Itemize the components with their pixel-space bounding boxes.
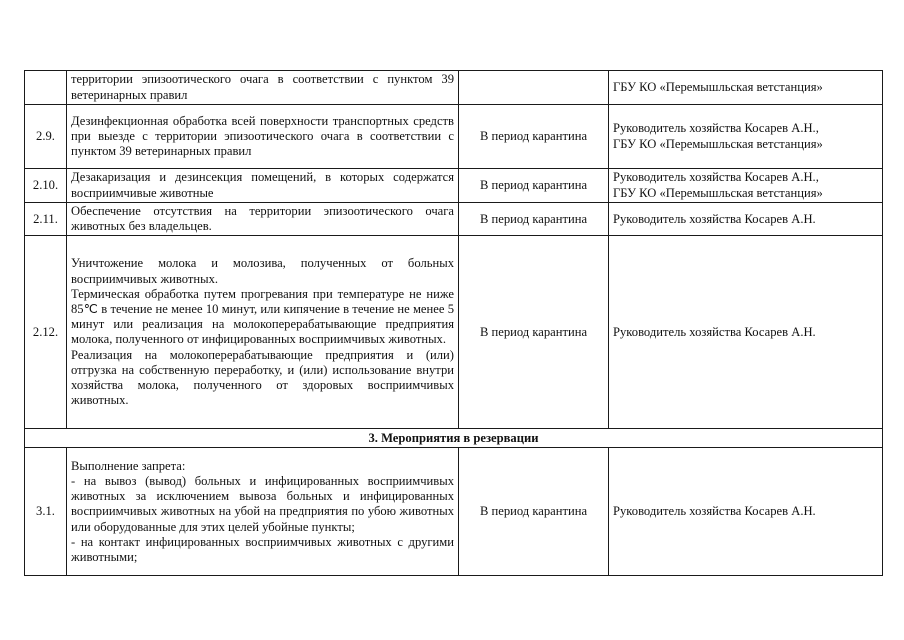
row-number: 3.1. [25,448,67,576]
period-cell: В период карантина [459,105,609,169]
row-number: 2.11. [25,203,67,236]
measure-paragraph: Уничтожение молока и молозива, полученных от больных восприимчивых животных. [71,256,454,286]
measure-paragraph: Реализация на молокоперерабатывающие предприятия и (или) отгрузка на собственную переработку, и (или) использование внутри хозяйства молока, полученного от здоровых восприимчивых животных. [71,347,454,408]
responsible-cell [609,203,883,236]
period-cell: В период карантина [459,169,609,203]
responsible-cell [609,448,883,576]
measure-text: Дезинфекционная обработка всей поверхности транспортных средств при выезде с территории эпизоотического очага в соответствии с пунктом 39 ветеринарных правил [67,105,459,169]
table-row [25,448,883,576]
row-number: 2.12. [25,236,67,429]
measure-text [67,236,459,429]
table-row [25,105,883,169]
measure-paragraph: Выполнение запрета: [71,458,186,473]
table-row [25,203,883,236]
responsible-line: Руководитель хозяйства Косарев А.Н. [613,211,816,226]
responsible-line: Руководитель хозяйства Косарев А.Н. [613,504,816,519]
measures-table [24,70,883,576]
measure-paragraph: - на контакт инфицированных восприимчивых животных с другими животными; [71,534,454,564]
responsible-cell [609,236,883,429]
row-number: 2.10. [25,169,67,203]
measure-text: Обеспечение отсутствия на территории эпизоотического очага животных без владельцев. [67,203,459,236]
measure-paragraph: Термическая обработка путем прогревания при температуре не ниже 85℃ в течение не менее 10 минут, или кипячение в течение не менее 5 минут или реализация на молокоперерабатывающие предприятия молока, полученного от инфицированных восприимчивых животных. [71,286,454,347]
section-header-row [25,429,883,448]
responsible-cell [609,105,883,169]
period-cell: В период карантина [459,448,609,576]
responsible-cell [609,71,883,105]
row-number [25,71,67,105]
table-row [25,71,883,105]
responsible-cell [609,169,883,203]
measure-paragraph: - на вывоз (вывод) больных и инфицированных восприимчивых животных за исключением вывоза больных и инфицированных восприимчивых животных на убой на предприятия по убою животных или оборудованные для этих целей убойные пункты; [71,473,454,534]
row-number: 2.9. [25,105,67,169]
period-cell: В период карантина [459,203,609,236]
responsible-line: Руководитель хозяйства Косарев А.Н. [613,324,816,339]
responsible-line: Руководитель хозяйства Косарев А.Н., [613,121,819,136]
responsible-line: Руководитель хозяйства Косарев А.Н., [613,170,819,185]
table-row [25,236,883,429]
measure-text: территории эпизоотического очага в соответствии с пунктом 39 ветеринарных правил [67,71,459,105]
measure-text [67,448,459,576]
responsible-line: ГБУ КО «Перемышльская ветстанция» [613,136,823,151]
period-cell [459,71,609,105]
responsible-line: ГБУ КО «Перемышльская ветстанция» [613,185,823,200]
responsible-line: ГБУ КО «Перемышльская ветстанция» [613,79,823,94]
period-cell: В период карантина [459,236,609,429]
section-title: 3. Мероприятия в резервации [25,429,883,448]
table-row [25,169,883,203]
measure-text: Дезакаризация и дезинсекция помещений, в которых содержатся восприимчивые животные [67,169,459,203]
